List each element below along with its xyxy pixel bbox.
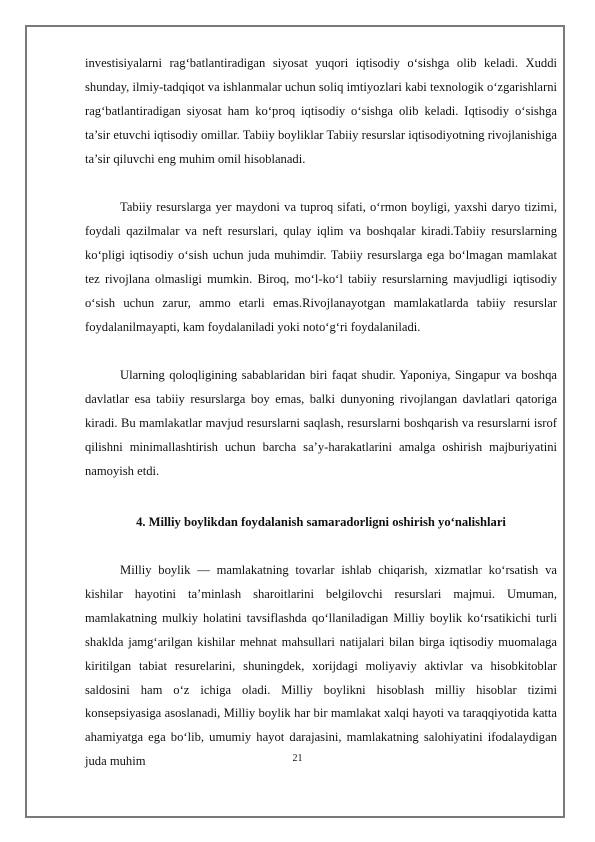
paragraph-2: Tabiiy resurslarga yer maydoni va tuproq sifati, o‘rmon boyligi, yaxshi daryo tizimi, foydali qazilmalar va neft resurslari, qulay iqlim va boshqalar kiradi.Tabiiy resurslarning ko‘pligi iqtisodiy o‘sish uchun juda muhimdir. Tabiiy resurslarga ega bo‘lmagan mamlakat tez rivojlana olmasligi mumkin. Biroq, mo‘l-ko‘l tabiiy resurslarning mavjudligi iqtisodiy o‘sish uchun zarur, ammo etarli emas.Rivojlanayotgan mamlakatlarda tabiiy resurslar foydalanilmayapti, kam foydalaniladi yoki noto‘g‘ri foydalaniladi. (85, 200, 557, 334)
paragraph-4: Milliy boylik — mamlakatning tovarlar ishlab chiqarish, xizmatlar ko‘rsatish va kishilar hayotini ta’minlash sharoitlarini belgilovchi resurslari majmui. Umuman, mamlakatning mulkiy holatini tavsiflashda qo‘llaniladigan Milliy boylik ko‘rsatikichi turli shaklda jamg‘arilgan kishilar mehnat mahsullari natijalari bilan birga iqtisodiy muomalaga kiritilgan tabiat resurelarini, shuningdek, xorijdagi moliyaviy aktivlar va hisobkitoblar saldosini ham o‘z ichiga oladi. Milliy boylikni hisoblash milliy hisoblar tizimi konsepsiyasiga asoslanadi, Milliy boylik har bir mamlakat xalqi hayoti va taraqqiyotida katta ahamiyatga ega bo‘lib, umumiy hayot darajasini, mamlakatning salohiyatini ifodalaydigan juda muhim (85, 563, 557, 769)
paragraph-1: investisiyalarni rag‘batlantiradigan siyosat yuqori iqtisodiy o‘sishga olib keladi. Xuddi shunday, ilmiy-tadqiqot va ishlanmalar uchun soliq imtiyozlari kabi texnologik o‘zgarishlarni rag‘batlantiradigan siyosat ham ko‘proq iqtisodiy o‘sishga olib keladi. Iqtisodiy o‘sishga ta’sir etuvchi iqtisodiy omillar. Tabiiy boyliklar Tabiiy resurslar iqtisodiyotning rivojlanishiga ta’sir qiluvchi eng muhim omil hisoblanadi. (85, 56, 557, 166)
section-heading: 4. Milliy boylikdan foydalanish samaradorligni oshirish yo‘nalishlari (136, 515, 506, 529)
paragraph-3: Ularning qoloqligining sabablaridan biri faqat shudir. Yaponiya, Singapur va boshqa davlatlar esa tabiiy resurslarga boy emas, balki dunyoning rivojlangan davlatlari qatoriga kiradi. Bu mamlakatlar mavjud resurslarni saqlash, resurslarni boshqarish va resurslarni isrof qilishni minimallashtirish uchun barcha sa’y-harakatlarini amalga oshirish majburiyatini namoyish etdi. (85, 368, 557, 478)
page-number: 21 (292, 753, 303, 764)
